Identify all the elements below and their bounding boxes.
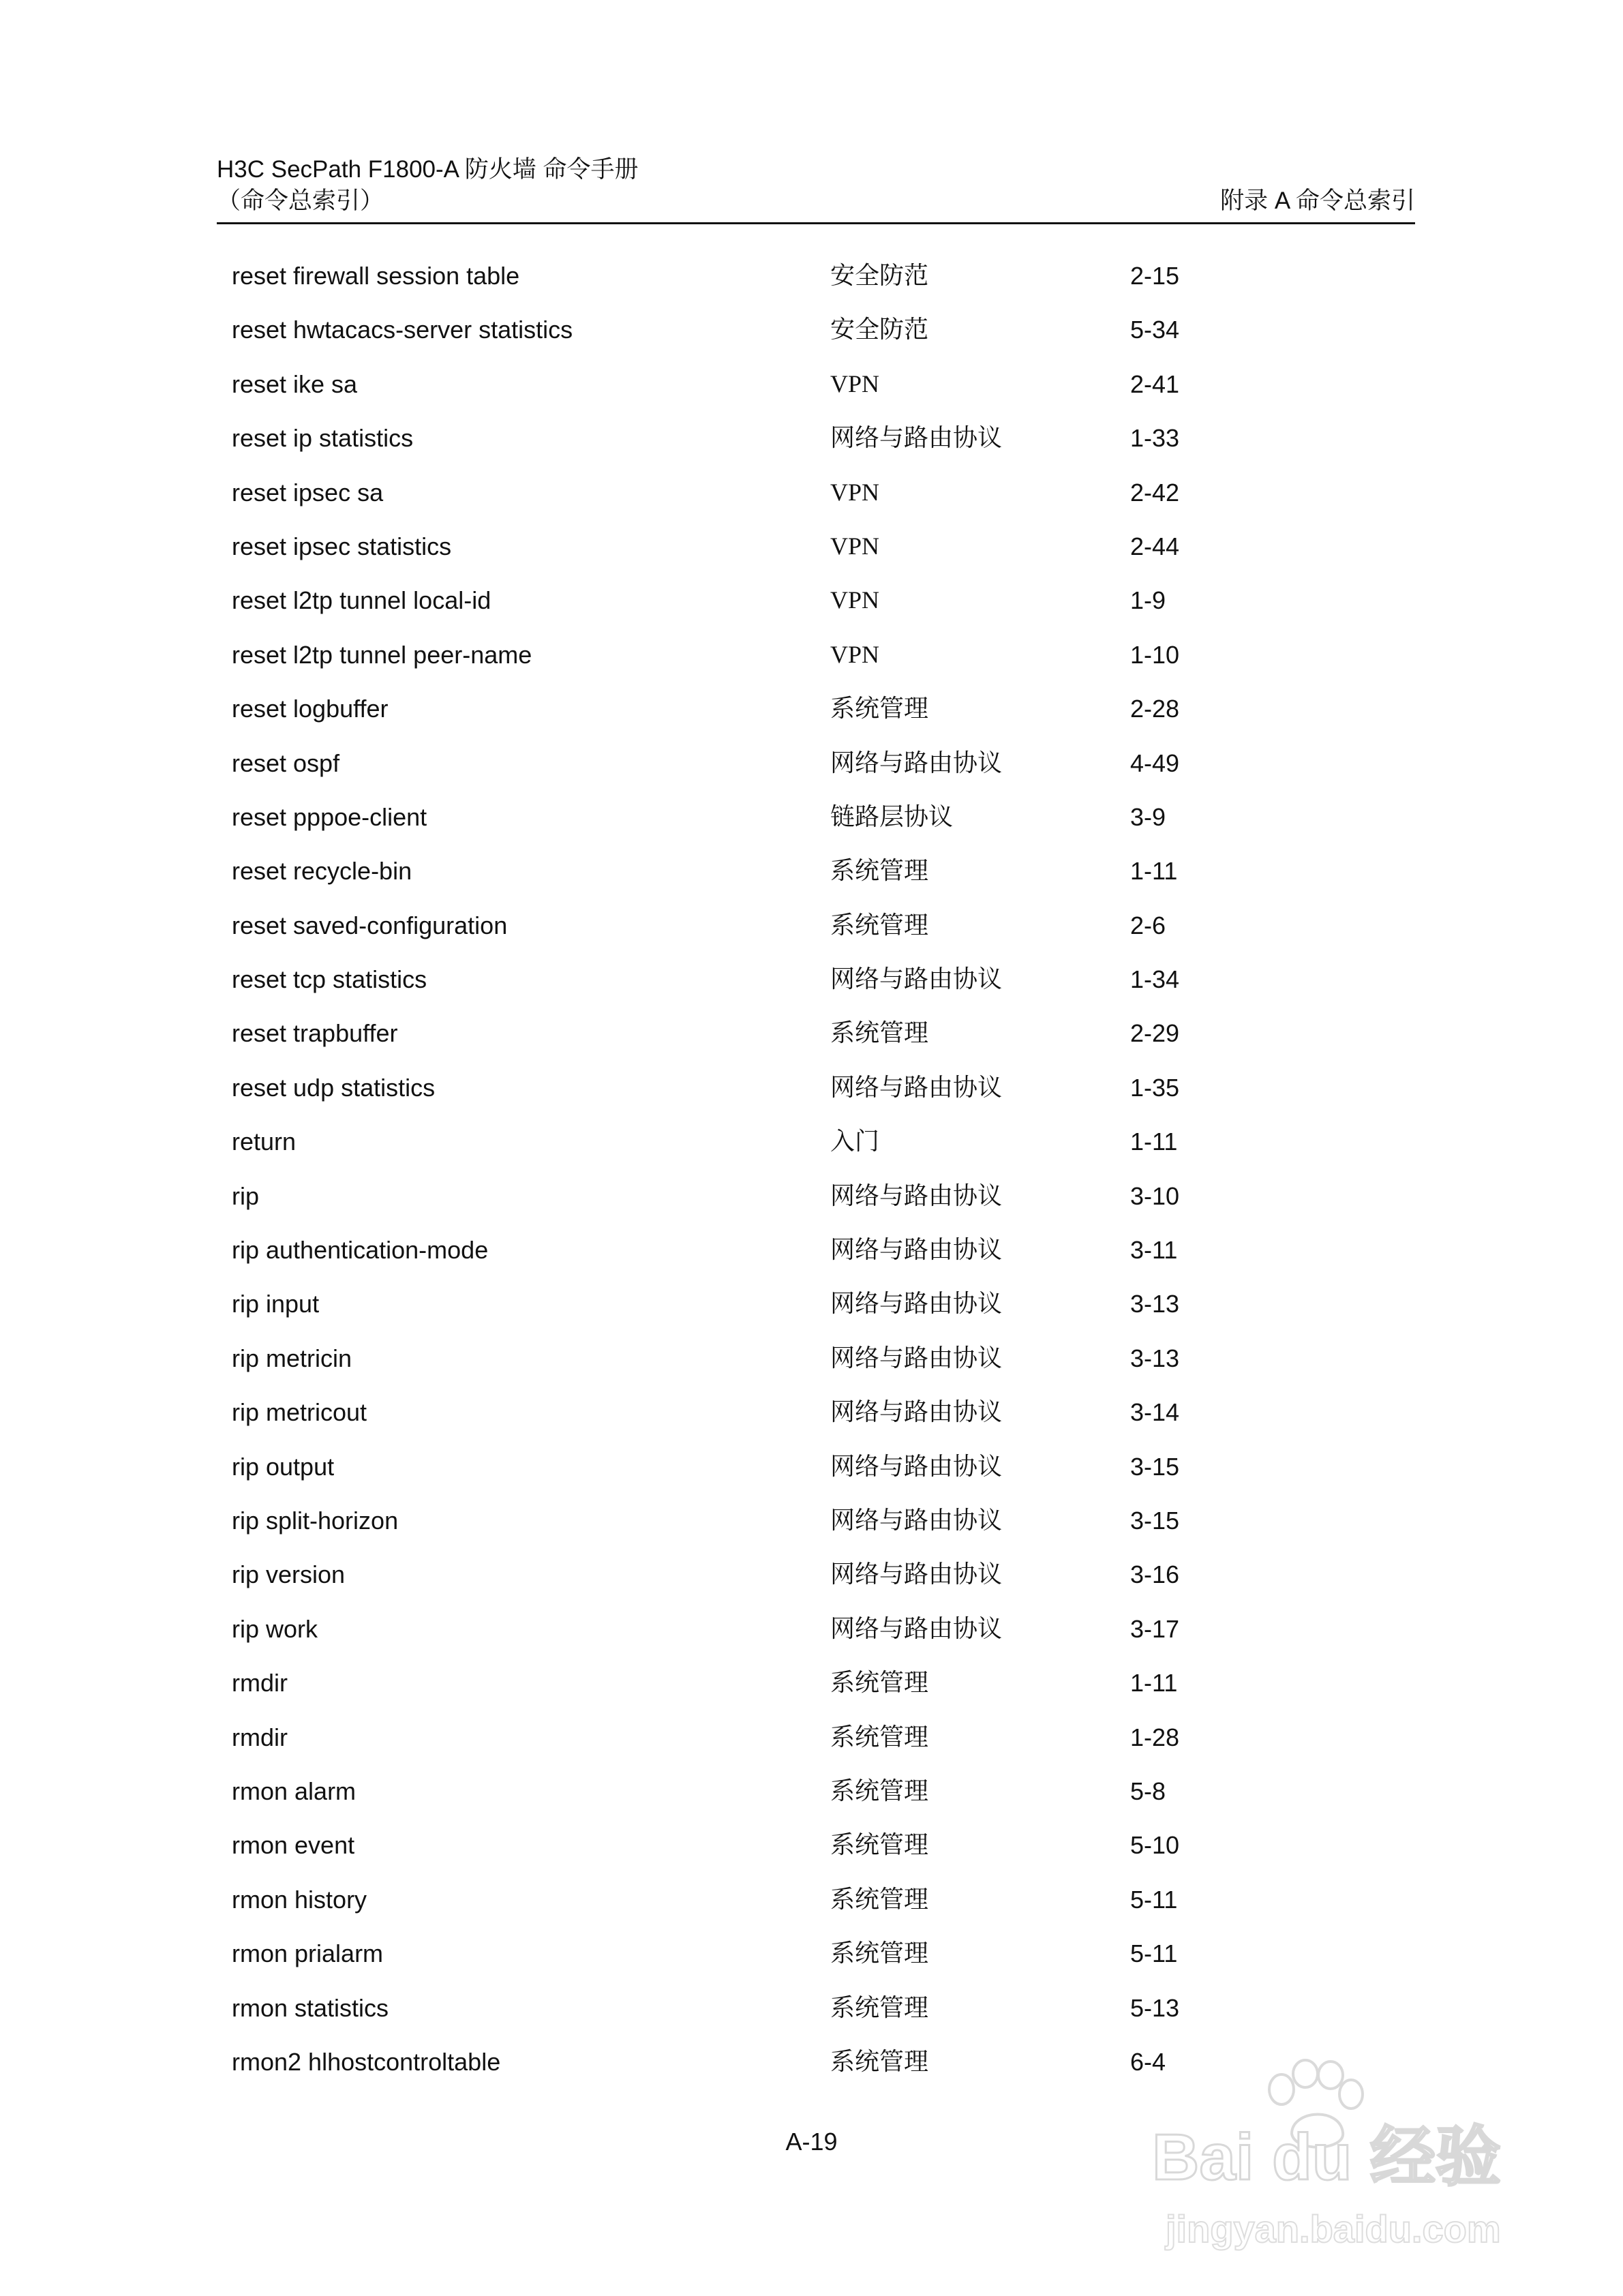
page-number: A-19 xyxy=(785,2128,838,2156)
index-row xyxy=(232,1006,1322,1060)
command-name: return xyxy=(232,1128,297,1156)
module-name: 系统管理 xyxy=(830,1019,929,1047)
page-ref: 1-10 xyxy=(1130,640,1180,669)
index-row xyxy=(232,1223,1322,1277)
module-name: 安全防范 xyxy=(830,316,929,344)
command-name: rip version xyxy=(232,1560,346,1589)
command-name: rmdir xyxy=(232,1669,288,1697)
module-name: 系统管理 xyxy=(830,1993,929,2021)
page-ref: 3-13 xyxy=(1130,1344,1180,1372)
module-name: 链路层协议 xyxy=(830,802,954,830)
index-row xyxy=(232,790,1322,844)
page-ref: 3-16 xyxy=(1130,1560,1180,1589)
index-row xyxy=(232,249,1322,303)
page-ref: 3-15 xyxy=(1130,1452,1180,1481)
index-row xyxy=(232,1061,1322,1115)
command-name: rmon history xyxy=(232,1885,367,1914)
page-ref: 1-9 xyxy=(1130,586,1166,615)
index-row xyxy=(232,466,1322,519)
module-name: VPN xyxy=(830,532,880,560)
header-divider xyxy=(217,222,1415,224)
module-name: 系统管理 xyxy=(830,911,929,939)
command-name: reset ip statistics xyxy=(232,424,414,453)
page-ref: 1-11 xyxy=(1130,857,1178,886)
module-name: 网络与路由协议 xyxy=(830,1506,1003,1534)
module-name: VPN xyxy=(830,640,880,668)
command-name: reset hwtacacs-server statistics xyxy=(232,316,573,344)
page-ref: 2-44 xyxy=(1130,532,1180,560)
command-name: reset ipsec statistics xyxy=(232,532,452,560)
module-name: 系统管理 xyxy=(830,1939,929,1967)
module-name: 网络与路由协议 xyxy=(830,424,1003,452)
module-name: 系统管理 xyxy=(830,1777,929,1804)
module-name: 系统管理 xyxy=(830,695,929,723)
command-name: rmon2 hlhostcontroltable xyxy=(232,2047,501,2076)
command-name: reset saved-configuration xyxy=(232,911,508,939)
module-name: 系统管理 xyxy=(830,1831,929,1859)
index-row xyxy=(232,1169,1322,1223)
page-ref: 3-10 xyxy=(1130,1181,1180,1210)
index-row xyxy=(232,1547,1322,1601)
index-row xyxy=(232,844,1322,898)
module-name: VPN xyxy=(830,369,880,397)
page-ref: 3-9 xyxy=(1130,802,1166,831)
index-row xyxy=(232,1710,1322,1764)
index-row xyxy=(232,1115,1322,1168)
command-name: reset l2tp tunnel local-id xyxy=(232,586,491,615)
page-ref: 1-33 xyxy=(1130,424,1180,453)
module-name: 网络与路由协议 xyxy=(830,1290,1003,1318)
command-name: reset tcp statistics xyxy=(232,965,427,994)
command-name: rmon prialarm xyxy=(232,1939,384,1968)
page-ref: 1-28 xyxy=(1130,1723,1180,1751)
baidu-jingyan-watermark xyxy=(1152,2059,1534,2263)
page-ref: 6-4 xyxy=(1130,2047,1166,2076)
page-ref: 5-13 xyxy=(1130,1993,1180,2022)
module-name: 网络与路由协议 xyxy=(830,1344,1003,1372)
command-name: rmon alarm xyxy=(232,1777,357,1805)
command-name: reset recycle-bin xyxy=(232,857,412,886)
page-ref: 5-10 xyxy=(1130,1831,1180,1860)
command-name: reset trapbuffer xyxy=(232,1019,398,1048)
page-ref: 4-49 xyxy=(1130,749,1180,777)
page-ref: 1-35 xyxy=(1130,1073,1180,1102)
index-row xyxy=(232,898,1322,952)
manual-title: H3C SecPath F1800-A 防火墙 命令手册 xyxy=(217,156,639,183)
module-name: 系统管理 xyxy=(830,857,929,885)
module-name: 网络与路由协议 xyxy=(830,1452,1003,1480)
command-name: rip authentication-mode xyxy=(232,1236,489,1265)
command-name: reset pppoe-client xyxy=(232,802,427,831)
command-name: reset udp statistics xyxy=(232,1073,436,1102)
module-name: VPN xyxy=(830,586,880,614)
command-name: rmon event xyxy=(232,1831,355,1860)
command-index-table xyxy=(232,249,1322,2089)
module-name: 网络与路由协议 xyxy=(830,1560,1003,1588)
command-name: rip input xyxy=(232,1290,320,1318)
command-name: rip split-horizon xyxy=(232,1506,399,1535)
page-ref: 2-15 xyxy=(1130,262,1180,290)
index-row xyxy=(232,1602,1322,1656)
index-row xyxy=(232,952,1322,1006)
command-name: reset ipsec sa xyxy=(232,478,384,507)
page-ref: 3-15 xyxy=(1130,1506,1180,1535)
index-row xyxy=(232,411,1322,465)
page-ref: 5-11 xyxy=(1130,1885,1178,1914)
module-name: 系统管理 xyxy=(830,1669,929,1697)
module-name: 系统管理 xyxy=(830,1723,929,1751)
page-ref: 2-28 xyxy=(1130,695,1180,723)
command-name: rip metricout xyxy=(232,1398,367,1427)
watermark-url: jingyan.baidu.com xyxy=(1166,2207,1501,2250)
command-name: rmon statistics xyxy=(232,1993,389,2022)
page-ref: 5-34 xyxy=(1130,316,1180,344)
command-name: reset ike sa xyxy=(232,369,358,398)
page-ref: 5-11 xyxy=(1130,1939,1178,1968)
page-header xyxy=(217,154,1415,222)
command-name: rmdir xyxy=(232,1723,288,1751)
index-row xyxy=(232,1440,1322,1494)
command-name: rip metricin xyxy=(232,1344,352,1372)
command-name: reset ospf xyxy=(232,749,340,777)
module-name: VPN xyxy=(830,478,880,506)
module-name: 网络与路由协议 xyxy=(830,749,1003,776)
index-row xyxy=(232,1494,1322,1547)
index-row xyxy=(232,628,1322,682)
index-row xyxy=(232,1331,1322,1385)
module-name: 系统管理 xyxy=(830,2047,929,2075)
command-name: rip output xyxy=(232,1452,335,1481)
page-ref: 3-14 xyxy=(1130,1398,1180,1427)
index-row xyxy=(232,357,1322,411)
index-row xyxy=(232,519,1322,573)
module-name: 网络与路由协议 xyxy=(830,1073,1003,1101)
index-row xyxy=(232,736,1322,790)
page-ref: 1-11 xyxy=(1130,1128,1178,1156)
page-ref: 5-8 xyxy=(1130,1777,1166,1805)
command-name: rip work xyxy=(232,1614,318,1643)
command-name: rip xyxy=(232,1181,260,1210)
module-name: 网络与路由协议 xyxy=(830,1236,1003,1264)
module-name: 系统管理 xyxy=(830,1885,929,1913)
module-name: 网络与路由协议 xyxy=(830,965,1003,993)
command-name: reset l2tp tunnel peer-name xyxy=(232,640,532,669)
page-ref: 2-41 xyxy=(1130,369,1180,398)
page-ref: 3-13 xyxy=(1130,1290,1180,1318)
index-row xyxy=(232,1385,1322,1439)
page-ref: 3-17 xyxy=(1130,1614,1180,1643)
index-row xyxy=(232,303,1322,357)
section-title: 附录 A 命令总索引 xyxy=(1220,187,1415,214)
index-row xyxy=(232,1818,1322,1872)
index-row xyxy=(232,1981,1322,2035)
index-row xyxy=(232,1764,1322,1818)
index-row xyxy=(232,573,1322,627)
page-ref: 2-42 xyxy=(1130,478,1180,507)
index-row xyxy=(232,1873,1322,1927)
module-name: 安全防范 xyxy=(830,262,929,289)
page-ref: 2-6 xyxy=(1130,911,1166,939)
page-ref: 1-11 xyxy=(1130,1669,1178,1697)
page-ref: 3-11 xyxy=(1130,1236,1178,1265)
page-ref: 1-34 xyxy=(1130,965,1180,994)
module-name: 网络与路由协议 xyxy=(830,1614,1003,1642)
command-name: reset firewall session table xyxy=(232,262,520,290)
manual-subtitle: （命令总索引） xyxy=(217,187,384,214)
module-name: 网络与路由协议 xyxy=(830,1398,1003,1426)
index-row xyxy=(232,1656,1322,1710)
command-name: reset logbuffer xyxy=(232,695,389,723)
watermark-brand: Bai du 经验 xyxy=(1152,2121,1502,2194)
page-ref: 2-29 xyxy=(1130,1019,1180,1048)
module-name: 入门 xyxy=(830,1128,880,1155)
module-name: 网络与路由协议 xyxy=(830,1181,1003,1209)
index-row xyxy=(232,1277,1322,1331)
index-row xyxy=(232,1927,1322,1980)
index-row xyxy=(232,682,1322,736)
